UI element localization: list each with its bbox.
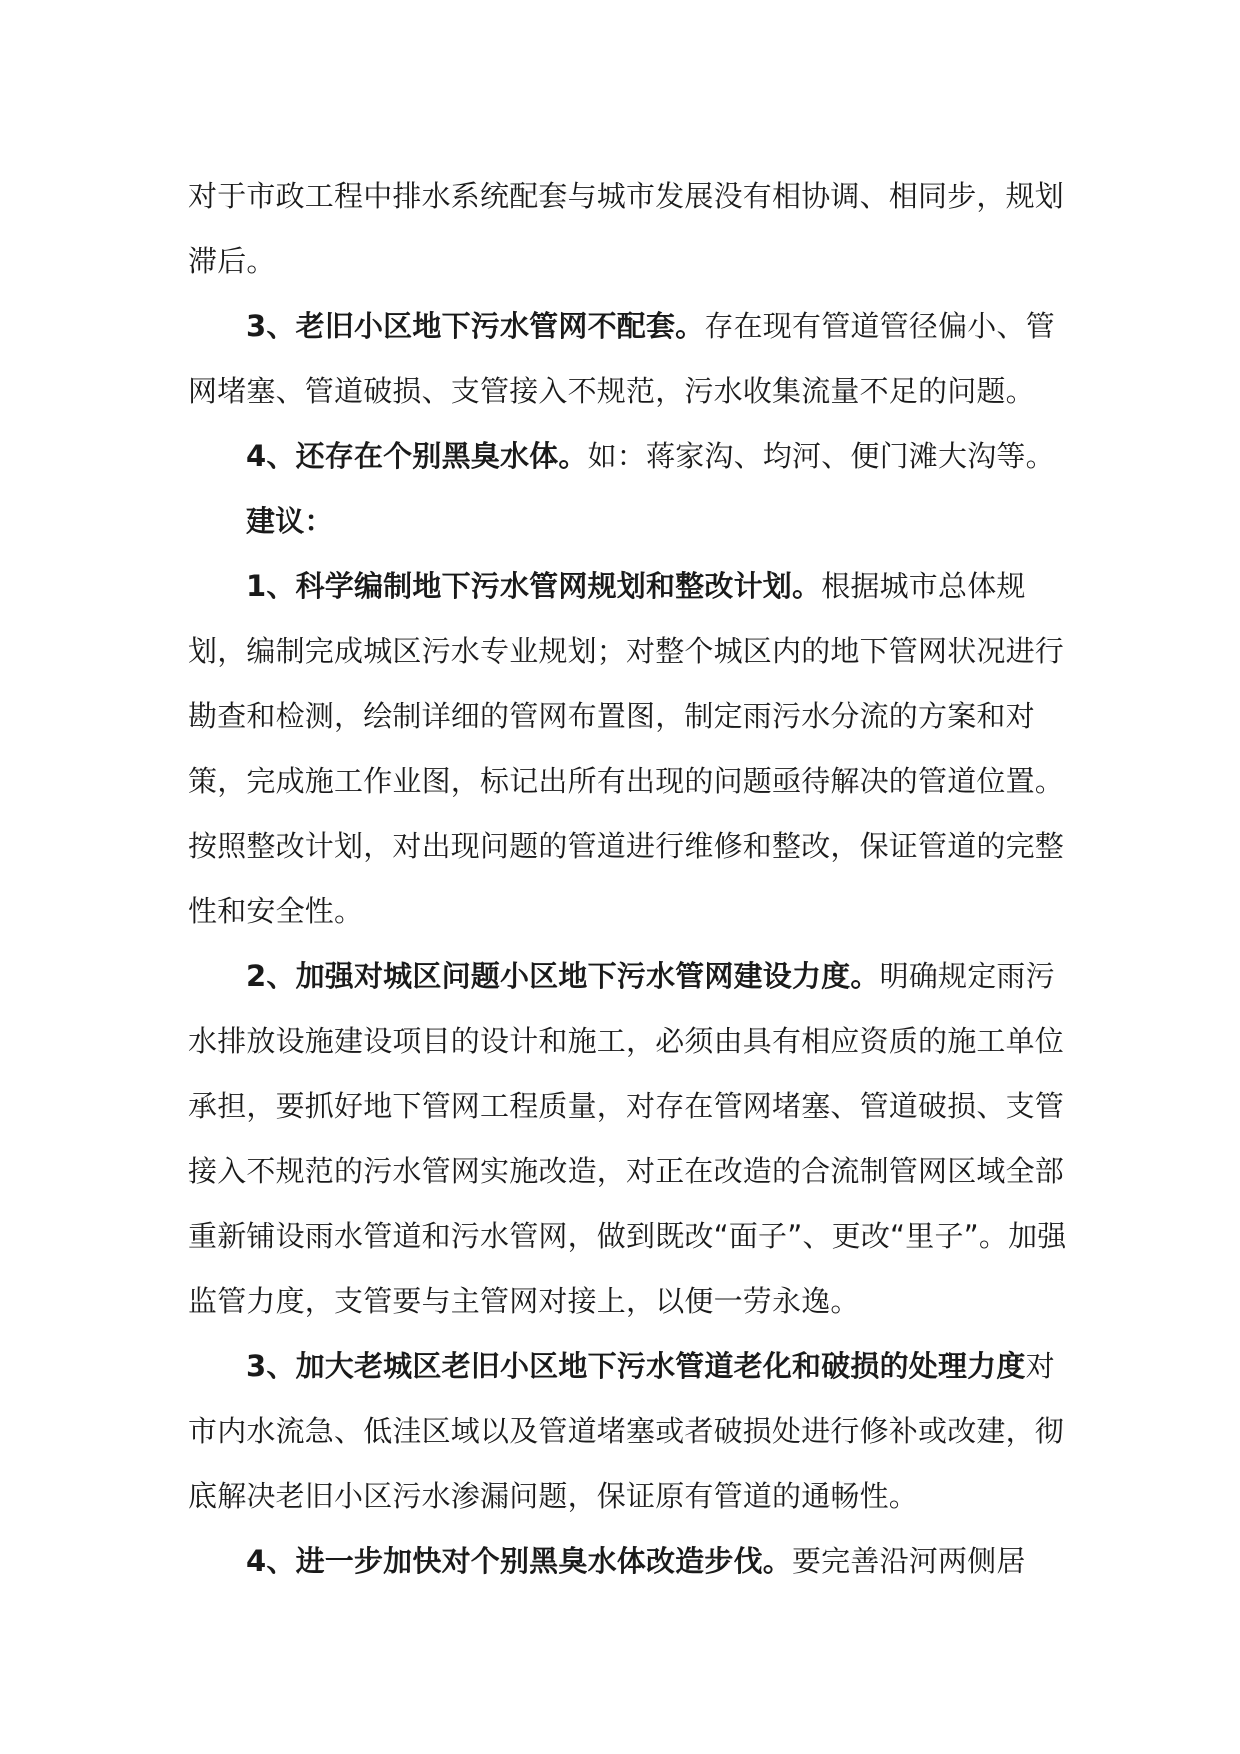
paragraph-3-text: 如：蒋家沟、均河、便门滩大沟等。 <box>587 439 1055 473</box>
suggestions-heading-text: 建议： <box>246 504 334 538</box>
paragraph-1 <box>188 164 1068 294</box>
paragraph-8 <box>188 1529 1068 1594</box>
suggestions-heading <box>188 489 1068 554</box>
paragraph-6-text: 明确规定雨污水排放设施建设项目的设计和施工，必须由具有相应资质的施工单位承担，要抓好地下管网工程质量，对存在管网堵塞、管道破损、支管接入不规范的污水管网实施改造，对正在改造的合流制管网区域全部重新铺设雨水管道和污水管网，做到既改“面子”、更改“里子”。加强监管力度，支管要与主管网对接上，以便一劳永逸。 <box>188 959 1067 1318</box>
paragraph-6 <box>188 944 1068 1334</box>
paragraph-7-text: 对市内水流急、低洼区域以及管道堵塞或者破损处进行修补或改建，彻底解决老旧小区污水渗漏问题，保证原有管道的通畅性。 <box>188 1349 1065 1513</box>
document-body <box>188 164 1068 1594</box>
paragraph-2-text: 存在现有管道管径偏小、管网堵塞、管道破损、支管接入不规范，污水收集流量不足的问题。 <box>188 309 1055 408</box>
paragraph-5-heading: 1、科学编制地下污水管网规划和整改计划。 <box>246 569 822 603</box>
paragraph-5 <box>188 554 1068 944</box>
paragraph-8-heading: 4、进一步加快对个别黑臭水体改造步伐。 <box>246 1544 792 1578</box>
paragraph-7 <box>188 1334 1068 1529</box>
paragraph-5-text: 根据城市总体规划，编制完成城区污水专业规划；对整个城区内的地下管网状况进行勘查和检测，绘制详细的管网布置图，制定雨污水分流的方案和对策，完成施工作业图，标记出所有出现的问题亟待解决的管道位置。按照整改计划，对出现问题的管道进行维修和整改，保证管道的完整性和安全性。 <box>188 569 1065 928</box>
paragraph-7-heading: 3、加大老城区老旧小区地下污水管道老化和破损的处理力度 <box>246 1349 1026 1383</box>
paragraph-1-text: 对于市政工程中排水系统配套与城市发展没有相协调、相同步，规划滞后。 <box>188 179 1065 278</box>
paragraph-3 <box>188 424 1068 489</box>
paragraph-2 <box>188 294 1068 424</box>
paragraph-6-heading: 2、加强对城区问题小区地下污水管网建设力度。 <box>246 959 880 993</box>
paragraph-8-text: 要完善沿河两侧居 <box>791 1544 1026 1578</box>
paragraph-2-heading: 3、老旧小区地下污水管网不配套。 <box>246 309 705 343</box>
paragraph-3-heading: 4、还存在个别黑臭水体。 <box>246 439 588 473</box>
